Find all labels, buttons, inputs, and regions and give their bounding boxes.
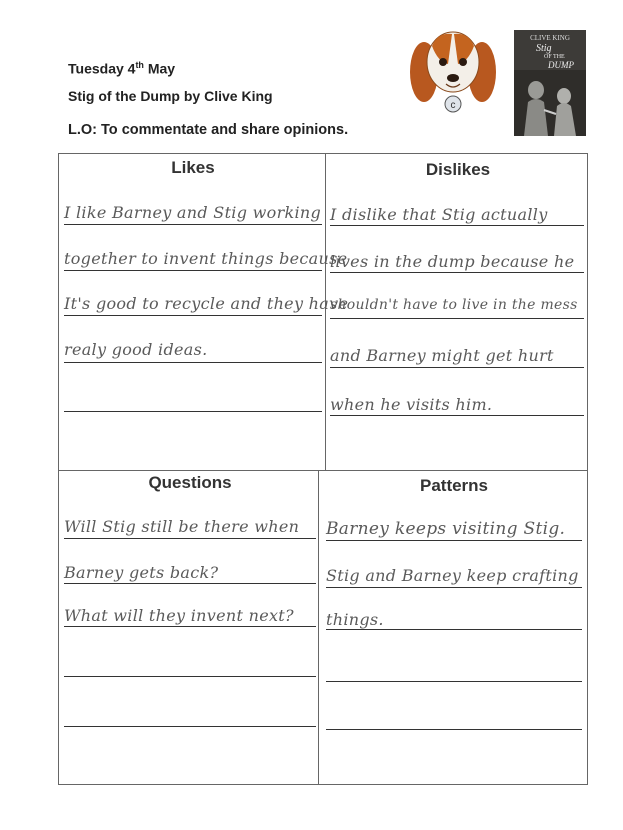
writing-rule <box>64 224 322 225</box>
writing-rule <box>330 272 584 273</box>
writing-rule <box>64 676 316 677</box>
dislikes-heading: Dislikes <box>425 160 491 179</box>
book-cover-title-end: DUMP <box>548 60 574 70</box>
learning-objective: L.O: To commentate and share opinions. <box>68 122 349 138</box>
writing-rule <box>330 415 584 416</box>
writing-rule <box>64 626 316 627</box>
grid-divider-bottom <box>318 470 319 785</box>
questions-line-3: What will they invent next? <box>64 606 294 625</box>
questions-heading: Questions <box>148 473 232 492</box>
writing-rule <box>330 318 584 319</box>
writing-rule <box>64 270 322 271</box>
writing-rule <box>326 681 582 682</box>
questions-line-1: Will Stig still be there when <box>64 517 300 536</box>
likes-line-3: It's good to recycle and they have <box>64 294 349 313</box>
book-title-heading: Stig of the Dump by Clive King <box>68 88 273 104</box>
grid-divider-horizontal <box>58 470 588 471</box>
dislikes-line-3: shouldn't have to live in the mess <box>330 297 578 313</box>
likes-line-4: realy good ideas. <box>64 340 208 359</box>
likes-line-2: together to invent things because <box>64 249 348 268</box>
writing-rule <box>64 411 322 412</box>
dislikes-line-1: I dislike that Stig actually <box>330 205 548 224</box>
writing-rule <box>326 729 582 730</box>
patterns-line-3: things. <box>326 610 384 629</box>
writing-rule <box>326 540 582 541</box>
dog-illustration <box>408 24 498 120</box>
book-cover-title: Stig <box>536 43 552 54</box>
svg-text:c: c <box>450 100 456 111</box>
date-heading: Tuesday 4th May <box>68 60 176 77</box>
writing-rule <box>326 587 582 588</box>
book-cover-image <box>514 30 586 136</box>
likes-heading: Likes <box>171 158 215 177</box>
questions-line-2: Barney gets back? <box>64 563 219 582</box>
writing-rule <box>330 225 584 226</box>
writing-rule <box>64 726 316 727</box>
dislikes-line-2: lives in the dump because he <box>330 252 575 271</box>
dislikes-line-5: when he visits him. <box>330 395 493 414</box>
patterns-heading: Patterns <box>419 476 489 495</box>
book-cover-art <box>514 70 586 136</box>
writing-rule <box>64 538 316 539</box>
book-cover-author: CLIVE KING <box>530 34 570 42</box>
patterns-line-2: Stig and Barney keep crafting <box>326 566 579 585</box>
likes-line-1: I like Barney and Stig working <box>64 203 322 222</box>
opinion-grid <box>58 153 588 785</box>
writing-rule <box>64 315 322 316</box>
dislikes-line-4: and Barney might get hurt <box>330 346 554 365</box>
writing-rule <box>64 362 322 363</box>
writing-rule <box>64 583 316 584</box>
writing-rule <box>326 629 582 630</box>
patterns-line-1: Barney keeps visiting Stig. <box>326 519 566 539</box>
writing-rule <box>330 367 584 368</box>
book-cover-title-middle: OF THE <box>544 54 565 60</box>
